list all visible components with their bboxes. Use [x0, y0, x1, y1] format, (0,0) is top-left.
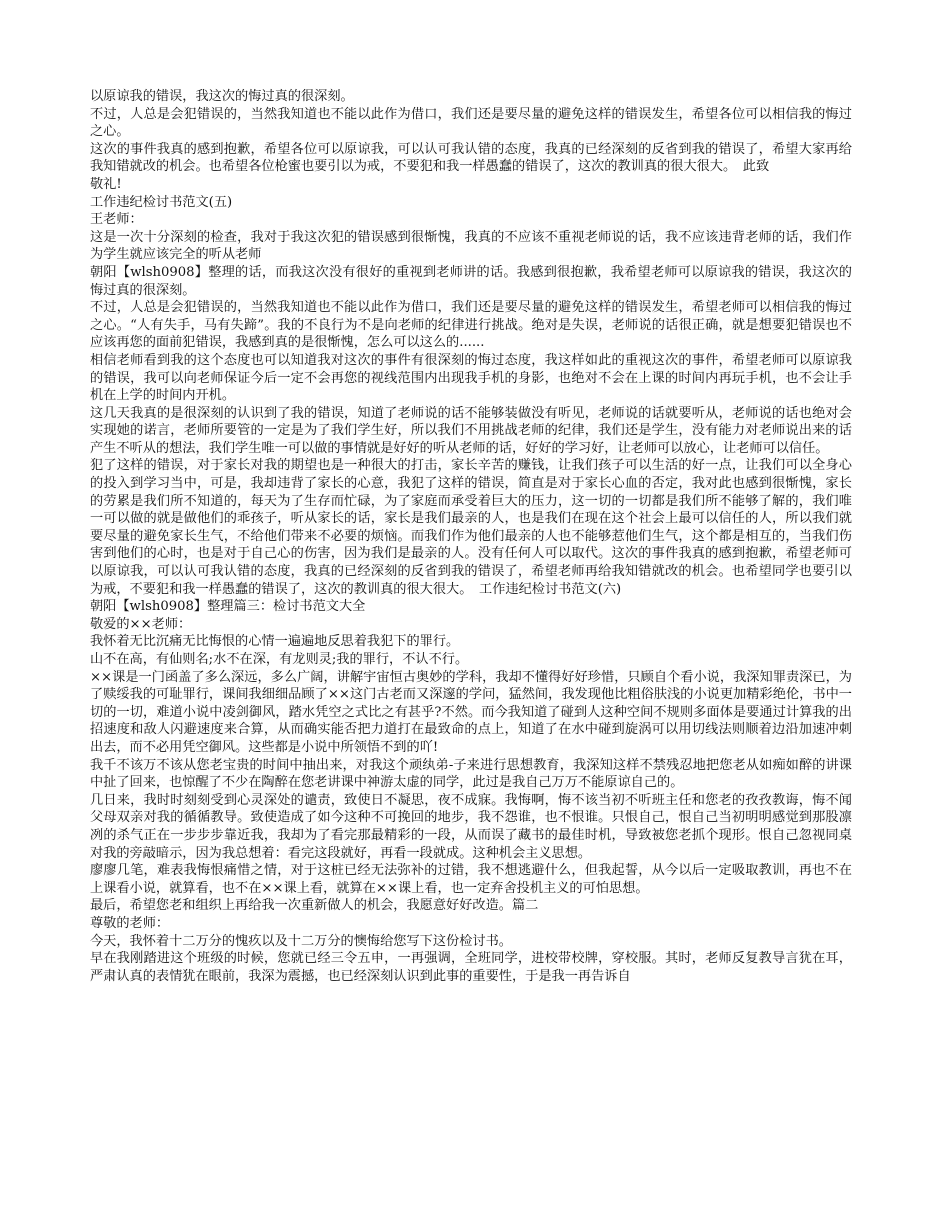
paragraph: 廖廖几笔，难表我悔恨痛惜之情，对于这桩已经无法弥补的过错，我不想逃避什么，但我起誓，从今以后一定吸取教训，再也不在上课看小说，就算看，也不在××课上看，就算在××课上看，也一定弃舍投机主义的可怕思想。: [90, 863, 852, 896]
salutation: 尊敬的老师：: [90, 915, 170, 931]
paragraph: 这次的事件我真的感到抱歉，希望各位可以原谅我，可以认可我认错的态度，我真的已经深刻的反省到我的错误了，希望大家再给我知错就改的机会。也希望各位枪蜜也要引以为戒，不要犯和我一样愚蠢的错误了，这次的教训真的很大很大。 此致: [90, 141, 852, 175]
paragraph: 朝阳【wlsh0908】整理的话，而我这次没有很好的重视到老师讲的话。我感到很抱歉，我希望老师可以原谅我的错误，我这次的悔过真的很深刻。: [90, 264, 852, 298]
paragraph: 我怀着无比沉痛无比悔恨的心情一遍遍地反思着我犯下的罪行。: [90, 634, 460, 650]
section-heading: 工作违纪检讨书范文(五): [90, 194, 233, 210]
paragraph: 今天，我怀着十二万分的愧疚以及十二万分的懊悔给您写下这份检讨书。: [90, 933, 512, 949]
paragraph: 我千不该万不该从您老宝贵的时间中抽出来，对我这个顽纨弟-子来进行思想教育，我深知这样不禁残忍地把您老从如痴如醉的讲课中扯了回来，也惊醒了不少在陶醉在您老讲课中神游太虚的同学，此过是我自己万万不能原谅自己的。: [90, 757, 852, 791]
paragraph: 最后，希望您老和组织上再给我一次重新做人的机会，我愿意好好改造。篇二: [90, 898, 539, 914]
closing-salutation: 敬礼!: [90, 176, 122, 192]
document-page: [90, 88, 852, 985]
paragraph: 不过，人总是会犯错误的，当然我知道也不能以此作为借口，我们还是要尽量的避免这样的错误发生，希望老师可以相信我的悔过之心。“人有失手，马有失蹄”。我的不良行为不是向老师的纪律进行挑战。绝对是失误，老师说的话很正确，就是想要犯错误也不应该再您的面前犯错误，我感到真的是很惭愧，怎么可以这么的......: [90, 300, 852, 351]
section-heading: 朝阳【wlsh0908】整理篇三：检讨书范文大全: [90, 599, 366, 615]
paragraph: 几日来，我时时刻刻受到心灵深处的谴责，致使日不凝思，夜不成寐。我悔啊，悔不该当初不听班主任和您老的孜孜教诲，悔不闻父母双亲对我的循循教导。致使造成了如今这种不可挽回的地步，我不怨谁，也不恨谁。只恨自己，恨自己当初明明感觉到那股凛冽的杀气正在一步步步靠近我，我却为了看完那最精彩的一段，从而误了藏书的最佳时机，导致被您老抓个现形。恨自己忽视同桌对我的旁敲暗示，因为我总想着：看完这段就好，再看一段就成。这种机会主义思想。: [90, 792, 852, 861]
paragraph: 犯了这样的错误，对于家长对我的期望也是一种很大的打击，家长辛苦的赚钱，让我们孩子可以生活的好一点，让我们可以全身心的投入到学习当中，可是，我却违背了家长的心意，我犯了这样的错误，简直是对于家长心血的否定，我对此也感到很惭愧，家长的劳累是我们所不知道的，每天为了生存而忙碌，为了家庭而承受着巨大的压力，这一切的一切都是我们所不能够了解的，我们唯一可以做的就是做他们的乖孩子，听从家长的话，家长是我们最亲的人，也是我们在现在这个社会上最可以信任的人，所以我们就要尽量的避免家长生气，不给他们带来不必要的烦恼。而我们作为他们最亲的人也不能够惹他们生气，这个都是相互的，当我们伤害到他们的心时，也是对于自己心的伤害，因为我们是最亲的人。没有任何人可以取代。这次的事件我真的感到抱歉，希望老师可以原谅我，可以认可我认错的态度，我真的已经深刻的反省到我的错误了，希望老师再给我知错就改的机会。也希望同学也要引以为戒，不要犯和我一样愚蠢的错误了，这次的教训真的很大很大。 工作违纪检讨书范文(六): [90, 458, 852, 597]
paragraph: 这是一次十分深刻的检查，我对于我这次犯的错误感到很惭愧，我真的不应该不重视老师说的话，我不应该违背老师的话，我们作为学生就应该完全的听从老师: [90, 229, 852, 263]
paragraph: ××课是一门函盖了多么深远，多么广阔，讲解宇宙恒古奥妙的学科，我却不懂得好好珍惜，只顾自个看小说，我深知罪责深已，为了赎绥我的可耻罪行，课间我细细品顾了××这门古老而又深邃的学问，猛然间，我发现他比粗俗肤浅的小说更加精彩绝伦，书中一切的一切，难道小说中凌剑御风，踏水凭空之式比之有甚乎?不然。而今我知道了碰到人这种空间不规则多面体是要通过计算我的出招速度和敌人闪避速度来合算，从而确实能否把力道打在最致命的点上，知道了在水中碰到旋涡可以用切线法则顺着边沿加速冲刺出去，而不必用凭空御风。这些都是小说中所领悟不到的吖!: [90, 669, 852, 755]
paragraph: 不过，人总是会犯错误的，当然我知道也不能以此作为借口，我们还是要尽量的避免这样的错误发生，希望各位可以相信我的悔过之心。: [90, 106, 852, 140]
paragraph: 相信老师看到我的这个态度也可以知道我对这次的事件有很深刻的悔过态度，我这样如此的重视这次的事件，希望老师可以原谅我的错误，我可以向老师保证今后一定不会再您的视线范围内出现我手机的身影，也绝对不会在上课的时间内再玩手机，也不会让手机在上学的时间内开机。: [90, 352, 852, 404]
paragraph: 早在我刚踏进这个班级的时候，您就已经三令五申，一再强调，全班同学，进校带校牌，穿校服。其时，老师反复教导言犹在耳，严肃认真的表情犹在眼前，我深为震撼，也已经深刻认识到此事的重要性，于是我一再告诉自: [90, 951, 852, 984]
salutation: 王老师：: [90, 212, 143, 228]
paragraph: 这几天我真的是很深刻的认识到了我的错误，知道了老师说的话不能够装做没有听见，老师说的话就要听从，老师说的话也绝对会实现她的诺言，老师所要管的一定是为了我们学生好，所以我们不用挑战老师的纪律，我们还是学生，没有能力对老师说出来的话产生不听从的想法，我们学生唯一可以做的事情就是好好的听从老师的话，好好的学习好，让老师可以放心，让老师可以信任。: [90, 405, 852, 456]
paragraph: 山不在高，有仙则名;水不在深，有龙则灵;我的罪行，不认不行。: [90, 652, 469, 667]
salutation: 敬爱的××老师：: [90, 616, 192, 632]
paragraph: 以原谅我的错误，我这次的悔过真的很深刻。: [90, 89, 354, 104]
